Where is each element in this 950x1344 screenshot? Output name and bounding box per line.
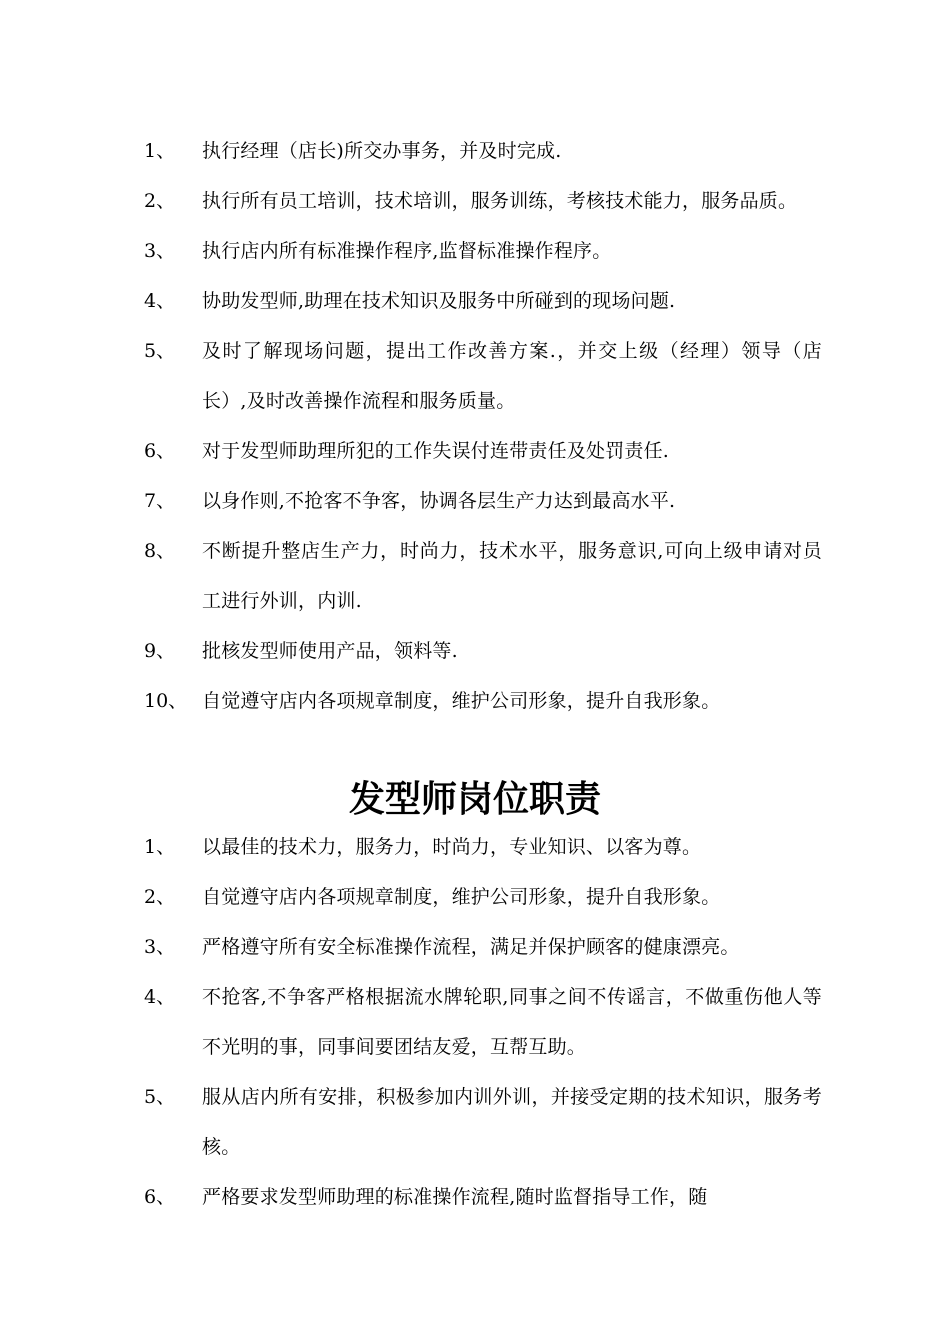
list-item xyxy=(0,426,950,476)
list-item xyxy=(0,176,950,226)
item-number: 2、 xyxy=(144,886,176,908)
item-text: 不抢客,不争客严格根据流水牌轮职,同事之间不传谣言，不做重伤他人等不光明的事，同事间要团结友爱，互帮互助。 xyxy=(202,986,822,1058)
item-number: 4、 xyxy=(144,986,176,1008)
list-item xyxy=(0,326,950,426)
item-number: 6、 xyxy=(144,440,176,462)
item-number: 4、 xyxy=(144,290,176,312)
list-item xyxy=(0,872,950,922)
item-text: 自觉遵守店内各项规章制度，维护公司形象，提升自我形象。 xyxy=(202,886,721,908)
list-item xyxy=(0,526,950,626)
list-item xyxy=(0,1072,950,1172)
list-item xyxy=(0,476,950,526)
item-text: 执行经理（店长)所交办事务，并及时完成. xyxy=(202,140,562,162)
item-number: 3、 xyxy=(144,936,176,958)
item-number: 5、 xyxy=(144,1086,176,1108)
list-item xyxy=(0,822,950,872)
item-number: 1、 xyxy=(144,836,176,858)
item-number: 2、 xyxy=(144,190,176,212)
item-text: 不断提升整店生产力，时尚力，技术水平，服务意识,可向上级申请对员工进行外训，内训. xyxy=(202,540,822,612)
list-item xyxy=(0,676,950,726)
item-text: 以身作则,不抢客不争客，协调各层生产力达到最高水平. xyxy=(202,490,676,512)
section-title: 发型师岗位职责 xyxy=(348,779,601,820)
item-text: 批核发型师使用产品，领料等. xyxy=(202,640,458,662)
list-item xyxy=(0,922,950,972)
list-item xyxy=(0,126,950,176)
item-number: 9、 xyxy=(144,640,176,662)
item-number: 1、 xyxy=(144,140,176,162)
item-number: 10、 xyxy=(144,690,188,712)
duty-list-2 xyxy=(0,822,950,1222)
item-text: 自觉遵守店内各项规章制度，维护公司形象，提升自我形象。 xyxy=(202,690,721,712)
item-text: 以最佳的技术力，服务力，时尚力，专业知识、以客为尊。 xyxy=(202,836,702,858)
list-item xyxy=(0,276,950,326)
item-number: 7、 xyxy=(144,490,176,512)
item-number: 6、 xyxy=(144,1186,176,1208)
item-text: 严格遵守所有安全标准操作流程，满足并保护顾客的健康漂亮。 xyxy=(202,936,740,958)
item-number: 3、 xyxy=(144,240,176,262)
item-text: 及时了解现场问题，提出工作改善方案.，并交上级（经理）领导（店长）,及时改善操作流程和服务质量。 xyxy=(202,340,822,412)
item-number: 5、 xyxy=(144,340,176,362)
list-item xyxy=(0,626,950,676)
item-text: 对于发型师助理所犯的工作失误付连带责任及处罚责任. xyxy=(202,440,670,462)
item-text: 执行所有员工培训，技术培训，服务训练，考核技术能力，服务品质。 xyxy=(202,190,798,212)
item-text: 执行店内所有标准操作程序,监督标准操作程序。 xyxy=(202,240,612,262)
duty-list-1 xyxy=(0,126,950,726)
list-item xyxy=(0,1172,950,1222)
item-text: 严格要求发型师助理的标准操作流程,随时监督指导工作，随 xyxy=(202,1186,708,1208)
list-item xyxy=(0,972,950,1072)
list-item xyxy=(0,226,950,276)
item-text: 服从店内所有安排，积极参加内训外训，并接受定期的技术知识，服务考核。 xyxy=(202,1086,822,1158)
item-number: 8、 xyxy=(144,540,176,562)
item-text: 协助发型师,助理在技术知识及服务中所碰到的现场问题. xyxy=(202,290,676,312)
